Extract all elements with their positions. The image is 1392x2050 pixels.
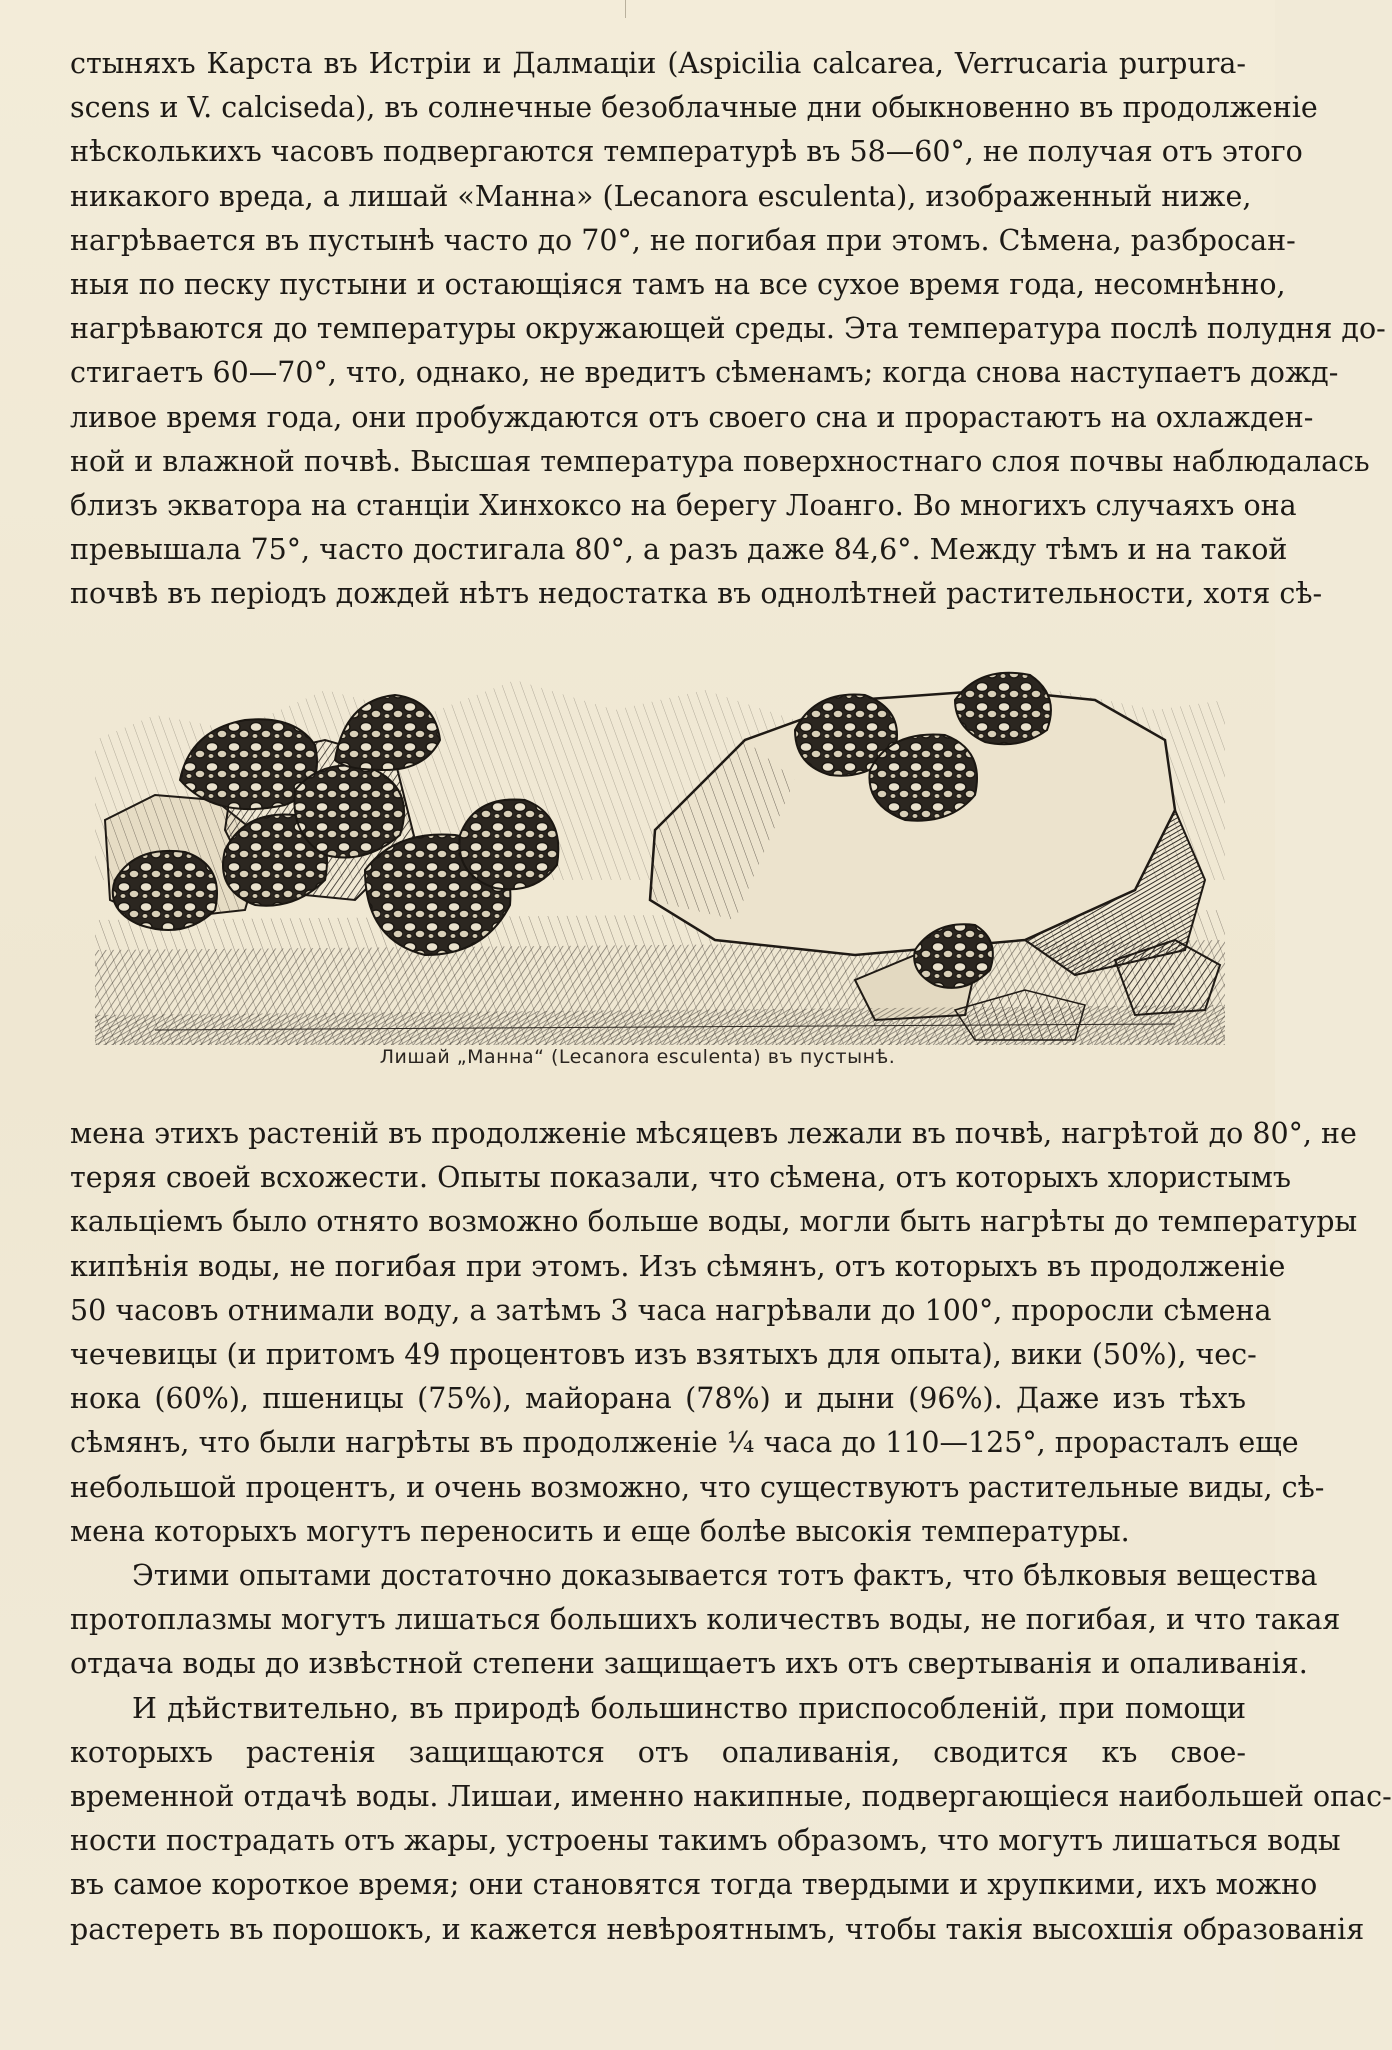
- text-line: И дѣйствительно, въ природѣ большинство приспособленій, при помощи: [132, 1691, 1246, 1725]
- page-mark: [625, 0, 626, 18]
- figure-caption: Лишай „Манна“ (Lecanora esculenta) въ пустынѣ.: [379, 1046, 896, 1068]
- text-line: scens и V. calciseda), въ солнечные безоблачные дни обыкновенно въ продолженіе: [70, 91, 1318, 125]
- text-line: протоплазмы могутъ лишаться большихъ количествъ воды, не погибая, и что такая: [70, 1603, 1341, 1637]
- paragraph-2: [70, 1112, 1392, 1952]
- text-line: близъ экватора на станціи Хинхоксо на берегу Лоанго. Во многихъ случаяхъ она: [70, 489, 1297, 523]
- text-line: кипѣнія воды, не погибая при этомъ. Изъ сѣмянъ, отъ которыхъ въ продолженіе: [70, 1249, 1286, 1283]
- text-line: мена этихъ растеній въ продолженіе мѣсяцевъ лежали въ почвѣ, нагрѣтой до 80°, не: [70, 1117, 1357, 1150]
- text-line: нагрѣвается въ пустынѣ часто до 70°, не погибая при этомъ. Сѣмена, разбросан-: [70, 223, 1296, 257]
- text-line: теряя своей всхожести. Опыты показали, что сѣмена, отъ которыхъ хлористымъ: [70, 1161, 1292, 1195]
- text-line: ливое время года, они пробуждаются отъ своего сна и прорастаютъ на охлажден-: [70, 400, 1314, 434]
- paragraph-1: [70, 42, 1386, 617]
- text-line: отдача воды до извѣстной степени защищаетъ ихъ отъ свертыванія и опаливанія.: [70, 1647, 1308, 1681]
- text-line: стигаетъ 60—70°, что, однако, не вредитъ сѣменамъ; когда снова наступаетъ дожд-: [70, 356, 1339, 390]
- text-line: чечевицы (и притомъ 49 процентовъ изъ взятыхъ для опыта), вики (50%), чес-: [70, 1338, 1257, 1372]
- text-line: кальціемъ было отнято возможно больше воды, могли быть нагрѣты до температуры: [70, 1205, 1358, 1239]
- text-line: сѣмянъ, что были нагрѣты въ продолженіе ¼ часа до 110—125°, прорасталъ еще: [70, 1426, 1299, 1460]
- text-line: небольшой процентъ, и очень возможно, что существуютъ растительные виды, сѣ-: [70, 1470, 1325, 1504]
- text-line: которыхъ растенія защищаются отъ опаливанія, сводится къ свое-: [70, 1735, 1246, 1769]
- text-line: ныя по песку пустыни и остающіяся тамъ на все сухое время года, несомнѣнно,: [70, 268, 1286, 302]
- text-line: Этими опытами достаточно доказывается тотъ фактъ, что бѣлковыя вещества: [132, 1559, 1318, 1593]
- text-line: стыняхъ Карста въ Истріи и Далмаціи (Aspicilia calcarea, Verrucaria purpura-: [70, 47, 1246, 80]
- text-line: въ самое короткое время; они становятся тогда твердыми и хрупкими, ихъ можно: [70, 1868, 1318, 1902]
- text-line: почвѣ въ періодъ дождей нѣтъ недостатка въ однолѣтней растительности, хотя сѣ-: [70, 577, 1323, 611]
- text-line: нагрѣваются до температуры окружающей среды. Эта температура послѣ полудня до-: [70, 312, 1386, 346]
- text-line: нока (60%), пшеницы (75%), майорана (78%) и дыни (96%). Даже изъ тѣхъ: [70, 1382, 1246, 1416]
- text-line: превышала 75°, часто достигала 80°, а разъ даже 84,6°. Между тѣмъ и на такой: [70, 533, 1288, 567]
- lichen-illustration: [95, 620, 1225, 1045]
- text-line: нѣсколькихъ часовъ подвергаются температурѣ въ 58—60°, не получая отъ этого: [70, 135, 1303, 169]
- text-line: ности пострадать отъ жары, устроены такимъ образомъ, что могутъ лишаться воды: [70, 1824, 1341, 1858]
- text-line: никакого вреда, а лишай «Манна» (Lecanora esculenta), изображенный ниже,: [70, 179, 1252, 213]
- text-line: временной отдачѣ воды. Лишаи, именно накипные, подвергающіеся наибольшей опас-: [70, 1780, 1392, 1814]
- text-line: мена которыхъ могутъ переносить и еще болѣе высокія температуры.: [70, 1514, 1130, 1548]
- text-line: 50 часовъ отнимали воду, а затѣмъ 3 часа нагрѣвали до 100°, проросли сѣмена: [70, 1293, 1272, 1327]
- text-line: растереть въ порошокъ, и кажется невѣроятнымъ, чтобы такія высохшія образованія: [70, 1912, 1365, 1946]
- text-line: ной и влажной почвѣ. Высшая температура поверхностнаго слоя почвы наблюдалась: [70, 444, 1370, 478]
